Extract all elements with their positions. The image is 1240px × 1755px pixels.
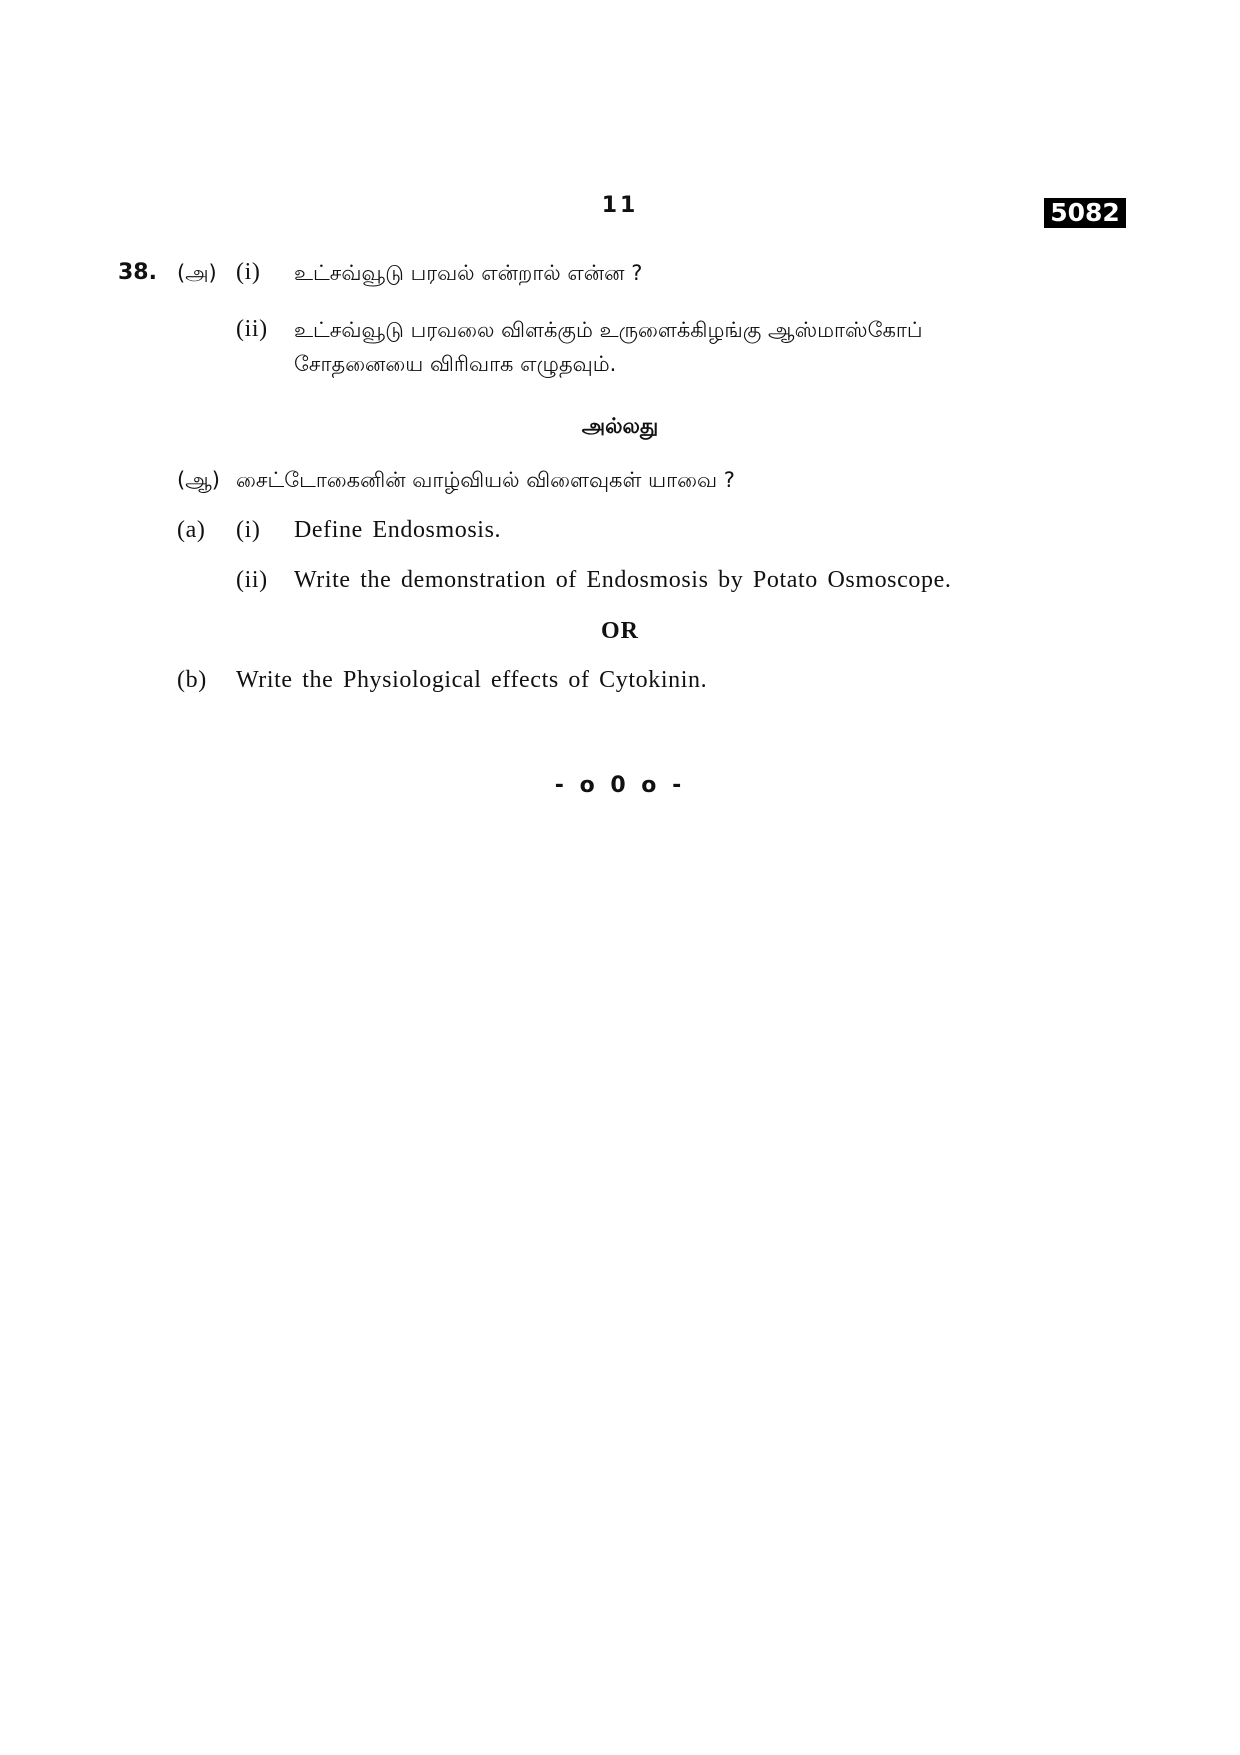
end-of-paper-mark: - o 0 o - — [554, 773, 686, 798]
english-or-divider: OR — [601, 618, 639, 644]
english-option-a-label: (a) — [177, 517, 206, 543]
tamil-or-divider: அல்லது — [581, 414, 659, 438]
tamil-option-a-label: (அ) — [177, 261, 217, 285]
tamil-option-b-text: சைட்டோகைனின் வாழ்வியல் விளைவுகள் யாவை ? — [236, 468, 735, 492]
tamil-sub-i-text: உட்சவ்வூடு பரவல் என்றால் என்ன ? — [294, 261, 643, 285]
english-sub-i-label: (i) — [236, 517, 261, 543]
english-sub-ii-label: (ii) — [236, 567, 268, 593]
tamil-sub-ii-label: (ii) — [236, 316, 268, 342]
tamil-sub-ii-line2: சோதனையை விரிவாக எழுதவும். — [294, 352, 617, 376]
tamil-option-b-label: (ஆ) — [177, 468, 220, 492]
english-sub-i-text: Define Endosmosis. — [294, 517, 502, 543]
english-sub-ii-text: Write the demonstration of Endosmosis by Potato Osmoscope. — [294, 567, 952, 593]
tamil-sub-ii-line1: உட்சவ்வூடு பரவலை விளக்கும் உருளைக்கிழங்கு ஆஸ்மாஸ்கோப் — [294, 318, 923, 342]
english-option-b-label: (b) — [177, 667, 207, 693]
page-number: 11 — [601, 193, 639, 218]
paper-code-badge: 5082 — [1044, 198, 1126, 228]
tamil-sub-i-label: (i) — [236, 259, 261, 285]
question-number: 38. — [118, 260, 157, 285]
english-option-b-text: Write the Physiological effects of Cytokinin. — [236, 667, 708, 693]
